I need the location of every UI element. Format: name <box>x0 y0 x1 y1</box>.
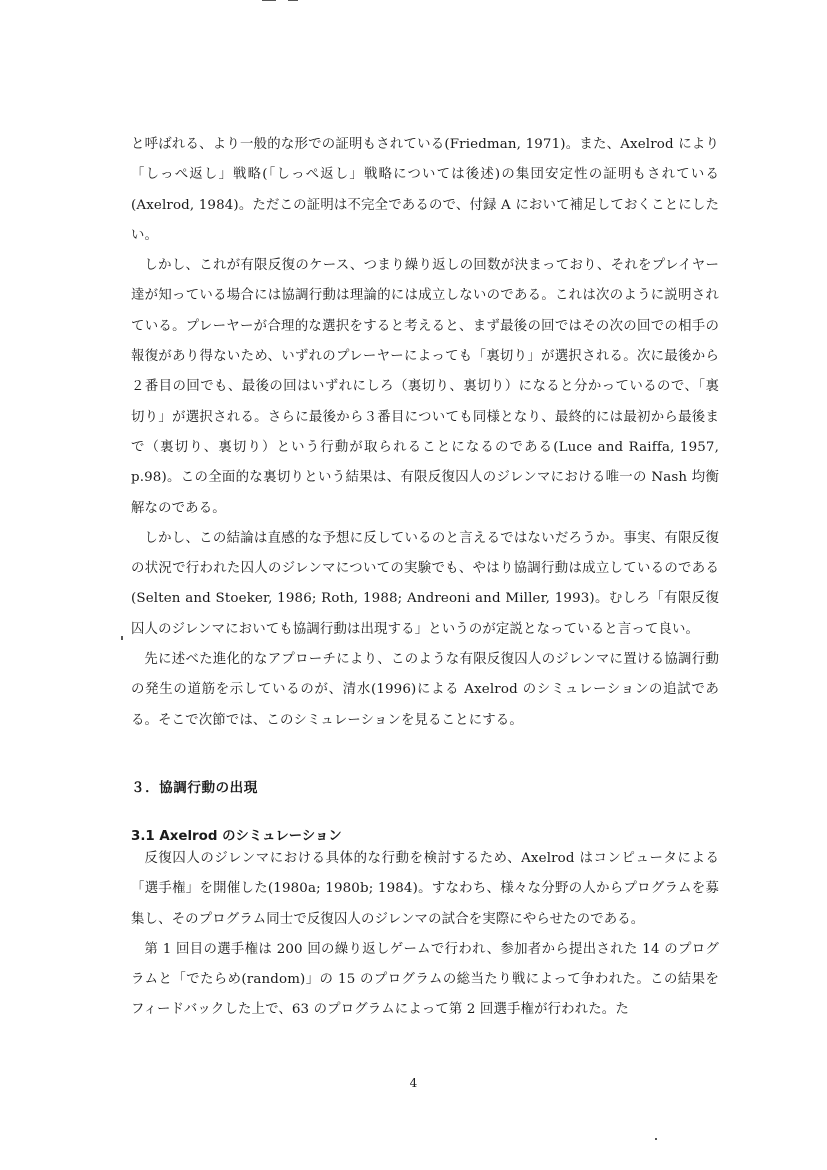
paragraph-2: しかし、これが有限反復のケース、つまり繰り返しの回数が決まっており、それをプレイヤー達が知っている場合には協調行動は理論的には成立しないのである。これは次のように説明されている。プレーヤーが合理的な選択をすると考えると、まず最後の回ではその次の回での相手の報復があり得ないため、いずれのプレーヤーによっても「裏切り」が選択される。次に最後から２番目の回でも、最後の回はいずれにしろ（裏切り、裏切り）になると分かっているので、「裏切り」が選択される。さらに最後から３番目についても同様となり、最終的には最初から最後まで（裏切り、裏切り）という行動が取られることになるのである(Luce and Raiffa, 1957, p.98)。この全面的な裏切りという結果は、有限反復囚人のジレンマにおける唯一の Nash 均衡解なのである。 <box>131 258 719 516</box>
paragraph-1: と呼ばれる、より一般的な形での証明もされている(Friedman, 1971)。また、Axelrod により「しっぺ返し」戦略(「しっぺ返し」戦略については後述)の集団安定性の証明もされている(Axelrod, 1984)。ただこの証明は不完全であるので、付録 A において補足しておくことにしたい。 <box>131 137 719 243</box>
paragraph-3: しかし、この結論は直感的な予想に反しているのと言えるではないだろうか。事実、有限反復の状況で行われた囚人のジレンマについての実験でも、やはり協調行動は成立しているのである(Selten and Stoeker, 1986; Roth, 1988; Andreoni and Miller, 1993)。むしろ「有限反復囚人のジレンマにおいても協調行動は出現する」というのが定説となっていると言って良い。 <box>131 530 719 637</box>
scan-mark-top <box>262 0 276 1</box>
paragraph-5: 反復囚人のジレンマにおける具体的な行動を検討するため、Axelrod はコンピュータによる「選手権」を開催した(1980a; 1980b; 1984)。すなわち、様々な分野の人からプログラムを募集し、そのプログラム同士で反復囚人のジレンマの試合を実際にやらせたのである。 <box>131 851 719 927</box>
paragraph-6: 第 1 回目の選手権は 200 回の繰り返しゲームで行われ、参加者から提出された 14 のプログラムと「でたらめ(random)」の 15 のプログラムの総当たり戦によって争われた。この結果をフィードバックした上で、63 のプログラムによって第 2 回選手権が行われた。た <box>131 941 719 1018</box>
scan-mark-bottom <box>655 1138 657 1140</box>
section-heading: ３．協調行動の出現 <box>131 780 258 796</box>
body-text-section-2 <box>131 130 719 736</box>
subsection-heading: 3.1 Axelrod のシミュレーション <box>131 829 342 844</box>
body-text-section-3-1 <box>131 844 719 1026</box>
paragraph-4: 先に述べた進化的なアプローチにより、このような有限反復囚人のジレンマに置ける協調行動の発生の道筋を示しているのが、清水(1996)による Axelrod のシミュレーションの追試である。そこで次節では、このシミュレーションを見ることにする。 <box>131 652 719 728</box>
scan-mark-margin <box>121 636 123 640</box>
page-number: 4 <box>409 1076 418 1090</box>
scan-mark-top-2 <box>288 0 298 1</box>
